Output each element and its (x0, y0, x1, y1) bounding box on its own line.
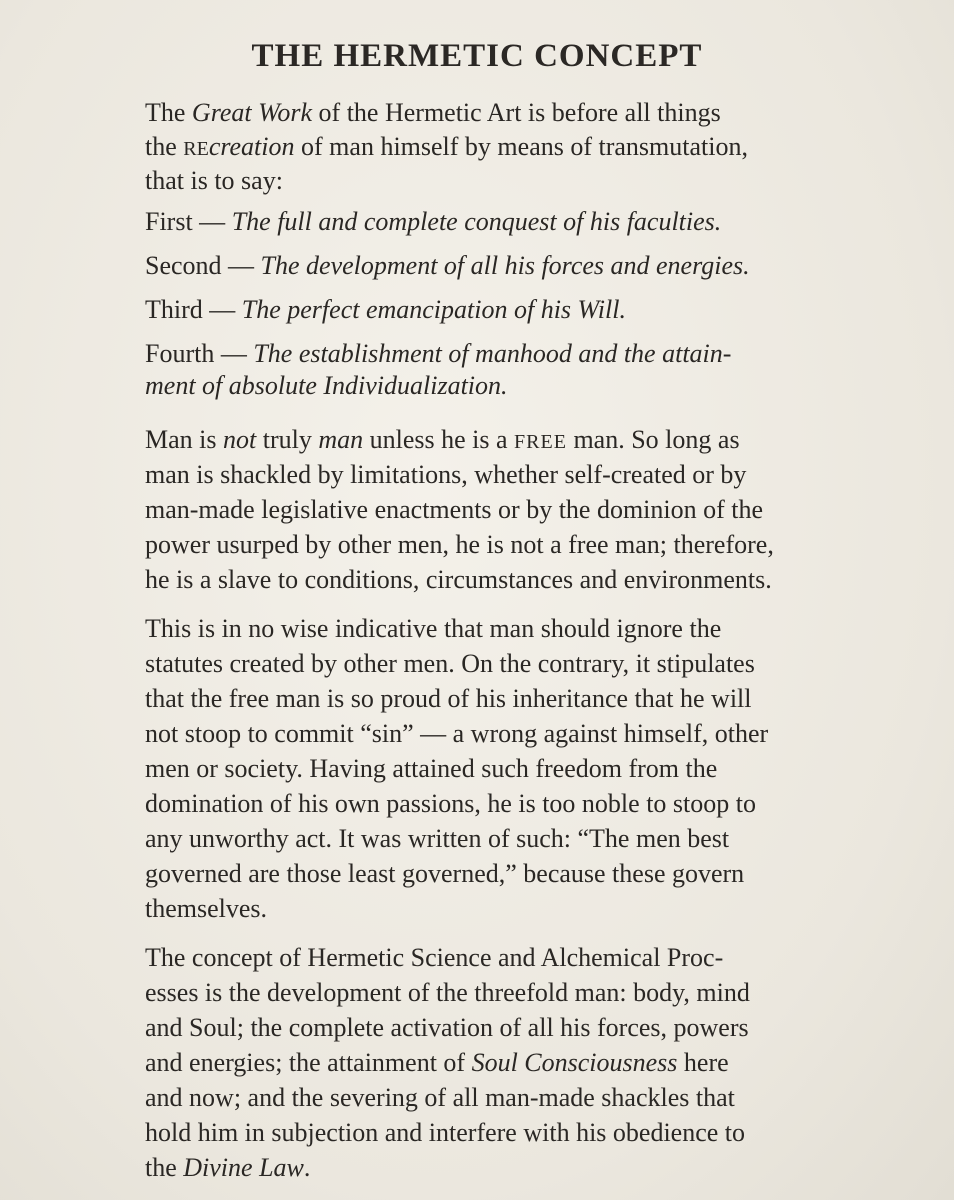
intro-text: of the Hermetic Art is before all things (312, 98, 721, 127)
p4-text: and Soul; the complete activation of all his forces, powers (145, 1013, 749, 1042)
intro-smallcaps: RE (183, 138, 209, 160)
p2-text: truly (256, 425, 319, 454)
p2-emphasis: man (318, 425, 364, 454)
p2-text: man. So long as (566, 425, 740, 454)
paragraph-4-line-3 (145, 1015, 749, 1041)
intro-line-2 (145, 134, 748, 160)
item-text: ment of absolute Individualization. (145, 371, 508, 400)
paragraph-3-line-8 (145, 861, 744, 887)
intro-emphasis: Great Work (191, 98, 313, 127)
item-text: The establishment of manhood and the attain- (253, 339, 732, 368)
p4-text: and now; and the severing of all man-made shackles that (145, 1083, 735, 1112)
p2-text: power usurped by other men, he is not a free man; therefore, (145, 530, 774, 559)
intro-text: of man himself by means of transmutation, (294, 132, 748, 161)
paragraph-4-line-6 (145, 1120, 745, 1146)
intro-emphasis: creation (208, 132, 295, 161)
paragraph-4-line-7 (145, 1155, 310, 1181)
paragraph-2-line-1 (145, 427, 740, 453)
paragraph-3-line-2 (145, 651, 755, 677)
intro-text: The (145, 98, 192, 127)
paragraph-3-line-7 (145, 826, 729, 852)
item-label: Fourth — (145, 339, 254, 368)
p4-text: The concept of Hermetic Science and Alchemical Proc- (145, 943, 724, 972)
page-title: THE HERMETIC CONCEPT (251, 38, 703, 74)
p2-text: unless he is a (363, 425, 515, 454)
p4-text: here (677, 1048, 729, 1077)
list-item (145, 341, 731, 367)
intro-line-1 (145, 100, 721, 126)
paragraph-4-line-5 (145, 1085, 735, 1111)
paragraph-2-line-5 (145, 567, 772, 593)
p4-text: hold him in subjection and interfere with his obedience to (145, 1118, 746, 1147)
list-item-continuation (145, 373, 508, 399)
paragraph-3-line-9 (145, 896, 267, 922)
paragraph-2-line-3 (145, 497, 763, 523)
p2-text: Man is (145, 425, 223, 454)
p4-text: esses is the development of the threefold man: body, mind (145, 978, 750, 1007)
p4-text: and energies; the attainment of (145, 1048, 472, 1077)
p4-text: the (145, 1153, 184, 1182)
item-text: The perfect emancipation of his Will. (241, 295, 626, 324)
p3-text: any unworthy act. It was written of such: “The men best (145, 824, 730, 853)
p3-text: not stoop to commit “sin” — a wrong against himself, other (145, 719, 769, 748)
p3-text: domination of his own passions, he is too noble to stoop to (145, 789, 756, 818)
paragraph-4-line-2 (145, 980, 750, 1006)
p3-text: governed are those least governed,” because these govern (145, 859, 745, 888)
p4-emphasis: Soul Consciousness (471, 1048, 678, 1077)
list-item (145, 209, 721, 235)
list-item (145, 297, 626, 323)
p2-emphasis: not (223, 425, 257, 454)
paragraph-2-line-2 (145, 462, 746, 488)
paragraph-2-line-4 (145, 532, 774, 558)
p2-text: he is a slave to conditions, circumstances and environments. (145, 565, 772, 594)
p2-text: man-made legislative enactments or by the dominion of the (145, 495, 764, 524)
paragraph-3-line-6 (145, 791, 756, 817)
p3-text: statutes created by other men. On the contrary, it stipulates (145, 649, 755, 678)
p3-text: that the free man is so proud of his inheritance that he will (145, 684, 752, 713)
paragraph-3-line-1 (145, 616, 721, 642)
paragraph-4-line-1 (145, 945, 723, 971)
p4-text: . (303, 1153, 311, 1182)
list-item (145, 253, 750, 279)
item-label: Third — (145, 295, 242, 324)
intro-line-3 (145, 168, 283, 194)
p3-text: This is in no wise indicative that man should ignore the (145, 614, 722, 643)
paragraph-3-line-3 (145, 686, 752, 712)
item-text: The full and complete conquest of his faculties. (231, 207, 722, 236)
p3-text: men or society. Having attained such freedom from the (145, 754, 718, 783)
item-label: Second — (145, 251, 261, 280)
item-text: The development of all his forces and energies. (260, 251, 750, 280)
p3-text: themselves. (145, 894, 268, 923)
paragraph-3-line-5 (145, 756, 717, 782)
p2-text: man is shackled by limitations, whether self-created or by (145, 460, 747, 489)
paragraph-3-line-4 (145, 721, 768, 747)
p4-emphasis: Divine Law (183, 1153, 304, 1182)
item-label: First — (145, 207, 232, 236)
p2-smallcaps: FREE (514, 431, 567, 453)
paragraph-4-line-4 (145, 1050, 729, 1076)
intro-text: the (145, 132, 184, 161)
intro-text: that is to say: (145, 166, 283, 195)
